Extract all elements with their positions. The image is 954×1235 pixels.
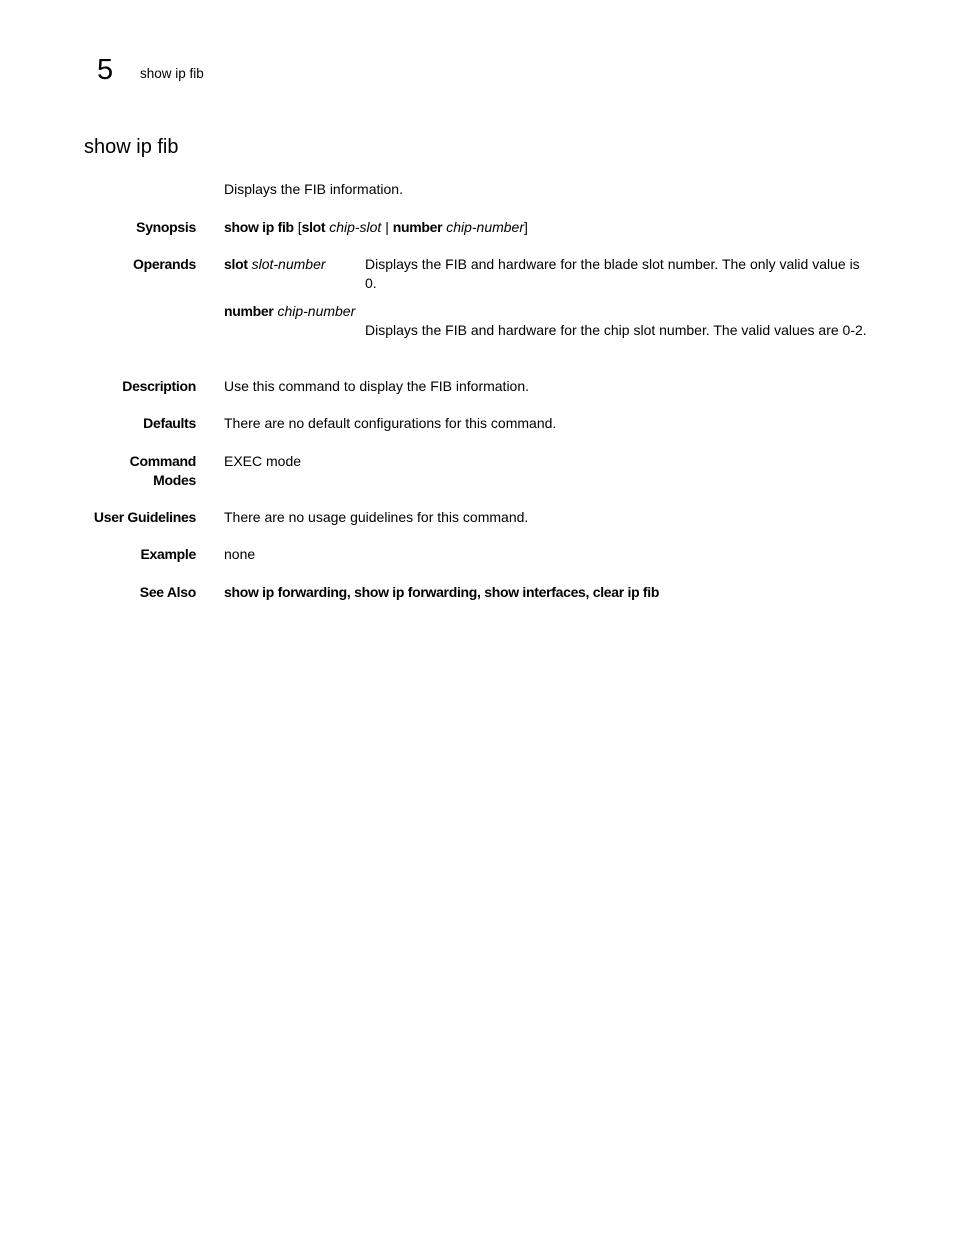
operand-slot-description: Displays the FIB and hardware for the blade slot number. The only valid value is 0. bbox=[365, 256, 860, 291]
user-guidelines-label: User Guidelines bbox=[93, 509, 196, 525]
command-modes-label bbox=[130, 452, 196, 490]
operand-keyword: slot bbox=[224, 256, 248, 272]
command-modes-text: EXEC mode bbox=[224, 453, 302, 469]
defaults-text: There are no default configurations for this command. bbox=[224, 415, 557, 431]
operand-slot bbox=[224, 255, 326, 274]
see-also-label: See Also bbox=[139, 584, 196, 600]
synopsis-keyword-slot: slot bbox=[301, 219, 326, 235]
command-modes-label-line2: Modes bbox=[153, 472, 196, 488]
synopsis-label: Synopsis bbox=[136, 219, 196, 235]
page-title: show ip fib bbox=[84, 136, 179, 158]
synopsis-line bbox=[224, 218, 528, 237]
see-also-links[interactable]: show ip forwarding, show ip forwarding, show interfaces, clear ip fib bbox=[224, 584, 660, 600]
synopsis-keyword-number: number bbox=[392, 219, 443, 235]
synopsis-arg-chip-slot: chip-slot bbox=[329, 219, 382, 235]
chapter-number: 5 bbox=[97, 54, 114, 86]
command-modes-label-line1: Command bbox=[129, 453, 196, 469]
intro-text: Displays the FIB information. bbox=[224, 181, 403, 197]
operand-keyword: number bbox=[224, 303, 274, 319]
operand-arg: slot-number bbox=[251, 256, 326, 272]
synopsis-close-bracket: ] bbox=[524, 219, 528, 235]
operand-number bbox=[224, 302, 355, 321]
operand-arg: chip-number bbox=[277, 303, 356, 319]
description-text: Use this command to display the FIB information. bbox=[224, 378, 530, 394]
user-guidelines-text: There are no usage guidelines for this command. bbox=[224, 509, 529, 525]
operands-label: Operands bbox=[133, 256, 196, 272]
synopsis-open-bracket: [ bbox=[293, 219, 302, 235]
example-text: none bbox=[224, 546, 256, 562]
synopsis-command: show ip fib bbox=[224, 219, 294, 235]
defaults-label: Defaults bbox=[143, 415, 196, 431]
example-label: Example bbox=[140, 546, 196, 562]
running-header: show ip fib bbox=[140, 66, 204, 81]
description-label: Description bbox=[122, 378, 196, 394]
synopsis-pipe: | bbox=[381, 219, 393, 235]
operand-number-description: Displays the FIB and hardware for the chip slot number. The valid values are 0-2. bbox=[365, 322, 867, 338]
synopsis-arg-chip-number: chip-number bbox=[446, 219, 525, 235]
